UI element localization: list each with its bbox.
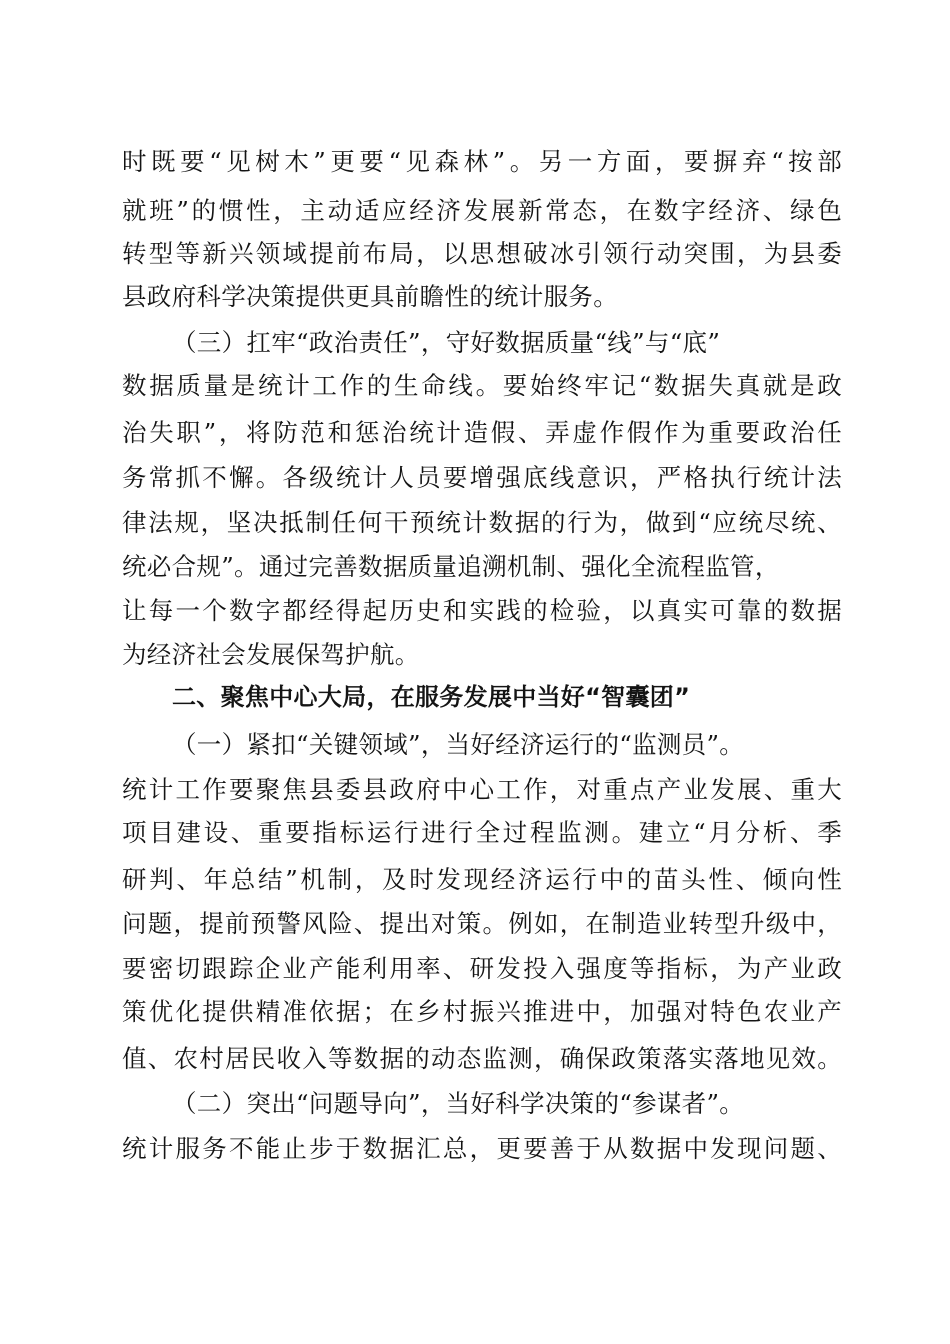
body-text-line: 让每一个数字都经得起历史和实践的检验，以真实可靠的数据: [122, 596, 842, 625]
body-text-line: 值、农村居民收入等数据的动态监测，确保政策落实落地见效。: [122, 1044, 842, 1073]
body-text-line: 问题，提前预警风险、提出对策。例如，在制造业转型升级中，: [122, 909, 842, 938]
body-text-line: 时既要“见树木”更要“见森林”。另一方面，要摒弃“按部: [122, 147, 842, 176]
body-text-line: 策优化提供精准依据；在乡村振兴推进中，加强对特色农业产: [122, 997, 842, 1026]
body-text-line: 统计工作要聚焦县委县政府中心工作，对重点产业发展、重大: [122, 775, 842, 804]
body-text-line: 研判、年总结”机制，及时发现经济运行中的苗头性、倾向性: [122, 865, 842, 894]
body-text-line: 务常抓不懈。各级统计人员要增强底线意识，严格执行统计法: [122, 463, 842, 492]
body-text-line: 项目建设、重要指标运行进行全过程监测。建立“月分析、季: [122, 818, 842, 847]
body-text-line: 为经济社会发展保驾护航。: [122, 640, 420, 669]
body-text-line: 要密切跟踪企业产能利用率、研发投入强度等指标，为产业政: [122, 954, 842, 983]
body-text-line: 统必合规”。通过完善数据质量追溯机制、强化全流程监管，: [122, 552, 780, 581]
body-text-line: 治失职”，将防范和惩治统计造假、弄虚作假作为重要政治任: [122, 418, 842, 447]
body-text-line: 统计服务不能止步于数据汇总，更要善于从数据中发现问题、: [122, 1134, 842, 1163]
section-heading-2: （二）突出“问题导向”，当好科学决策的“参谋者”。: [172, 1089, 745, 1118]
body-text-line: 数据质量是统计工作的生命线。要始终牢记“数据失真就是政: [122, 371, 842, 400]
section-heading-1: （一）紧扣“关键领域”，当好经济运行的“监测员”。: [172, 730, 745, 759]
body-text-line: 就班”的惯性，主动适应经济发展新常态，在数字经济、绿色: [122, 196, 842, 225]
section-heading-3: （三）扛牢“政治责任”，守好数据质量“线”与“底”: [172, 328, 721, 357]
chapter-heading-2: 二、聚焦中心大局，在服务发展中当好“智囊团”: [172, 683, 691, 711]
body-text-line: 县政府科学决策提供更具前瞻性的统计服务。: [122, 282, 618, 311]
body-text-line: 转型等新兴领域提前布局，以思想破冰引领行动突围，为县委: [122, 239, 842, 268]
body-text-line: 律法规，坚决抵制任何干预统计数据的行为，做到“应统尽统、: [122, 508, 842, 537]
